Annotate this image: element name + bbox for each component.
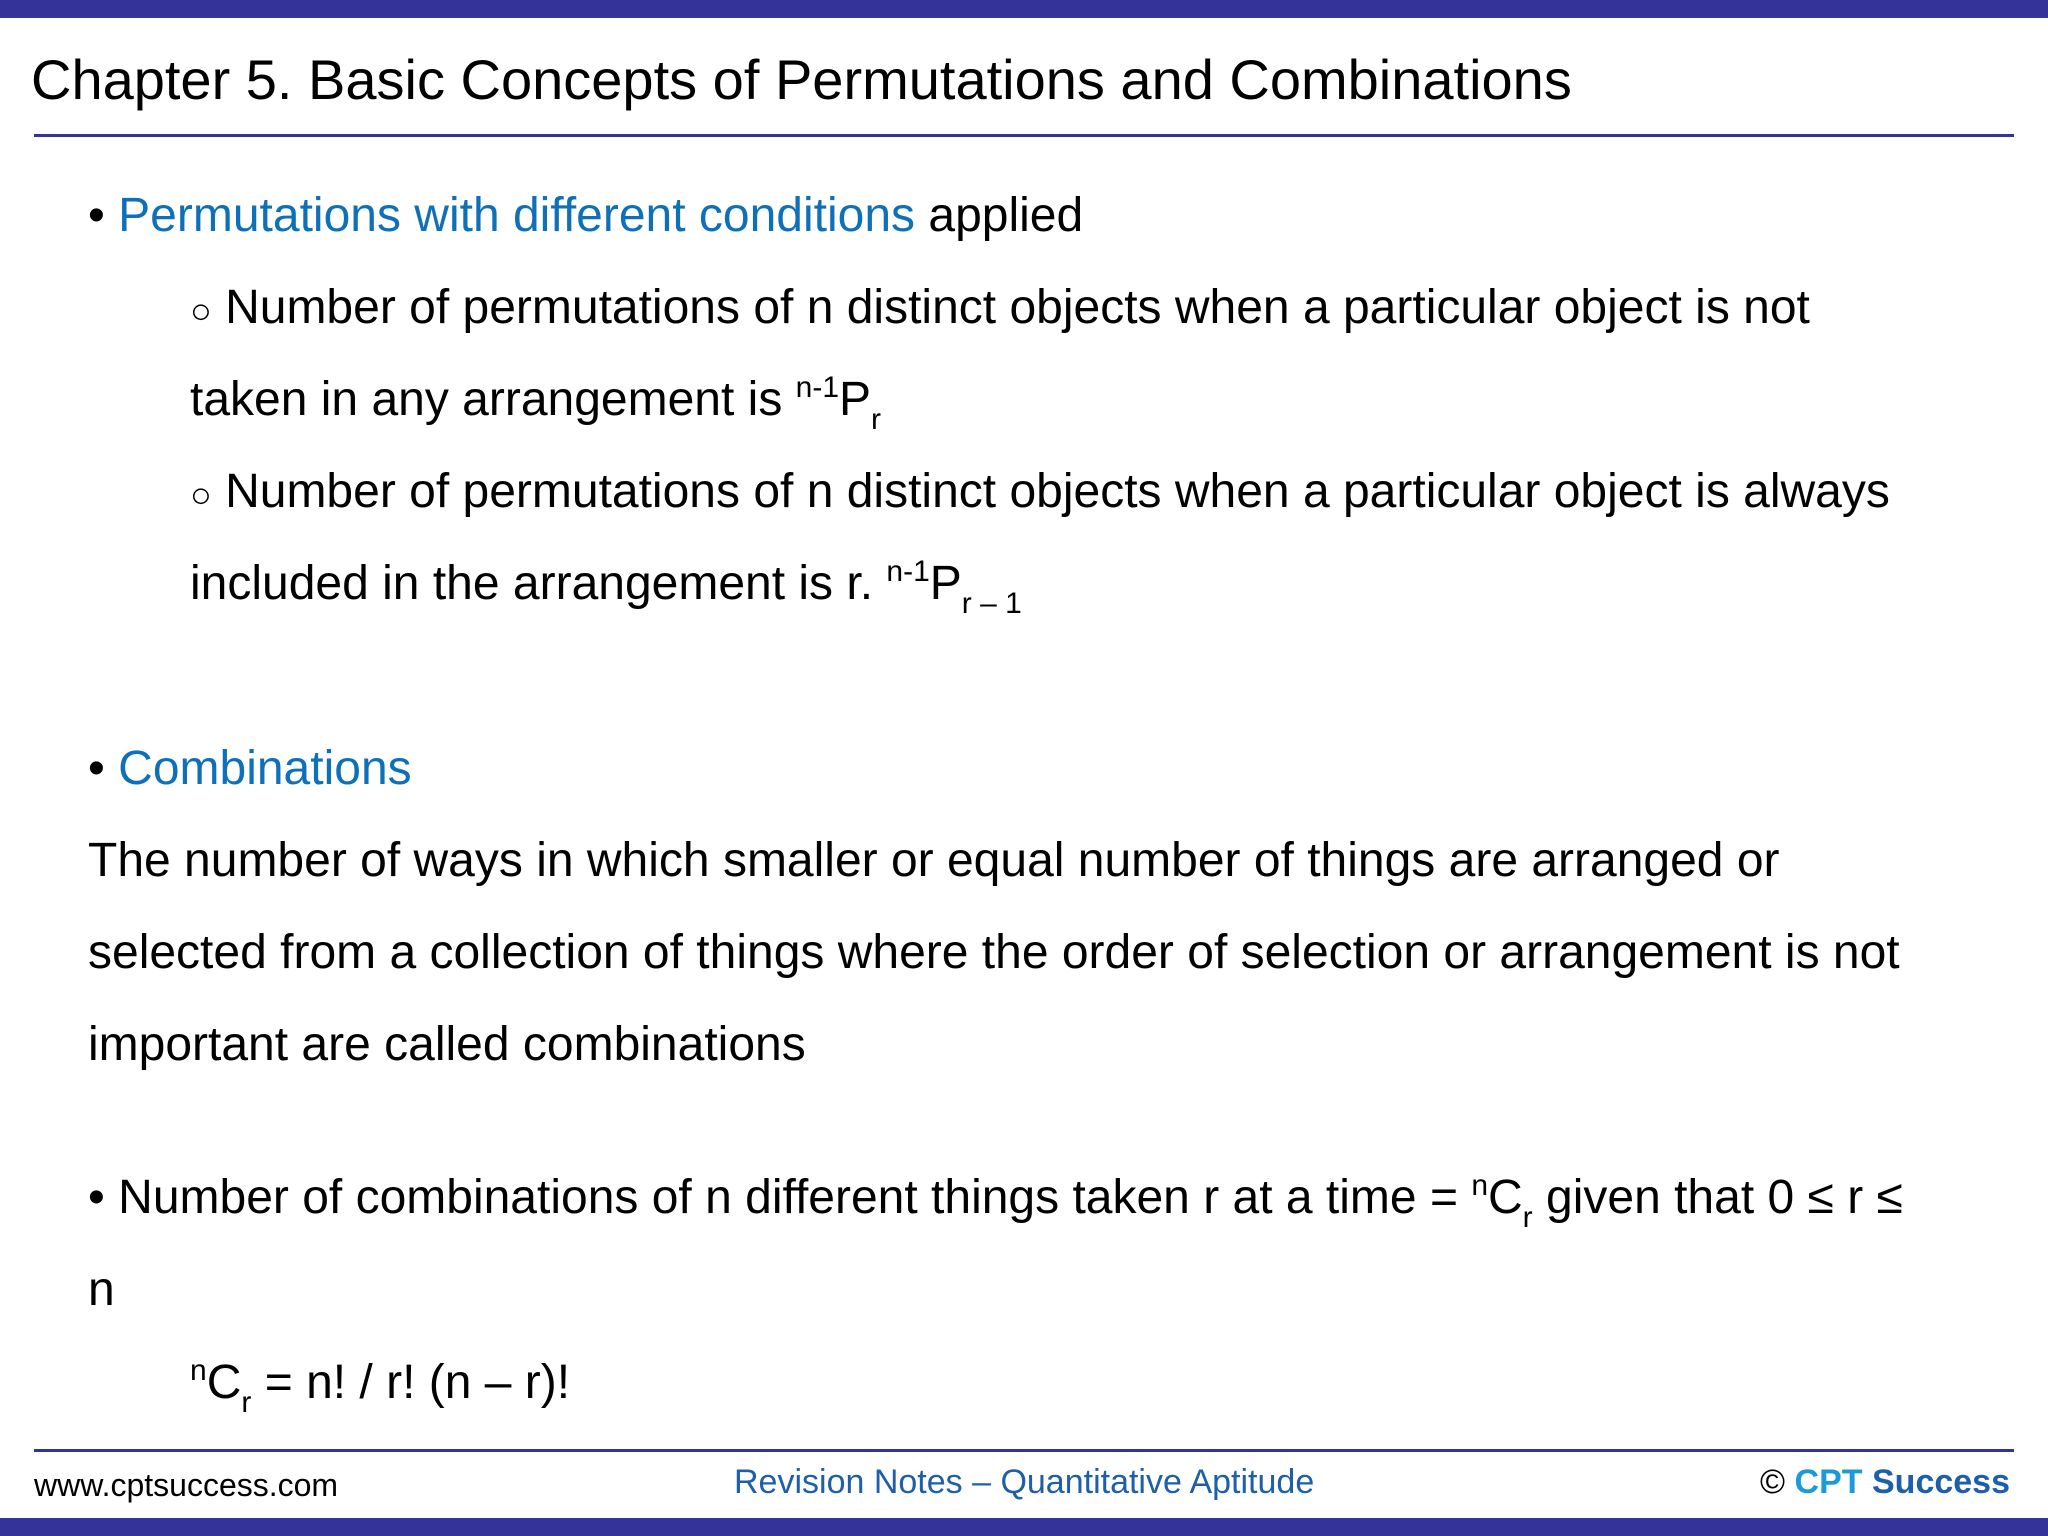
brand-success: Success bbox=[1872, 1463, 2010, 1501]
comb-count-sub: r bbox=[1522, 1201, 1533, 1234]
comb-heading: Combinations bbox=[118, 742, 412, 795]
perm-item2-line2 bbox=[190, 555, 1022, 620]
perm-heading-rest: applied bbox=[915, 189, 1084, 242]
bullet: • bbox=[88, 1171, 105, 1224]
perm-item1-base: P bbox=[839, 373, 872, 426]
perm-heading-line bbox=[88, 188, 1083, 244]
footer-divider bbox=[34, 1449, 2014, 1452]
comb-para-line1: The number of ways in which smaller or equal number of things are arranged or bbox=[88, 834, 1780, 887]
comb-formula bbox=[190, 1354, 571, 1419]
footer-subject: Revision Notes – Quantitative Aptitude bbox=[734, 1463, 1315, 1501]
perm-heading-highlight: Permutations with different conditions bbox=[118, 189, 916, 242]
perm-item1-text1: Number of permutations of n distinct objects when a particular object is not bbox=[211, 281, 1810, 334]
perm-item1-line2 bbox=[190, 371, 882, 436]
footer-brand bbox=[1760, 1461, 2010, 1503]
comb-count-base: C bbox=[1488, 1171, 1523, 1224]
perm-item1-line1 bbox=[190, 280, 1810, 339]
footer-website: www.cptsuccess.com bbox=[34, 1467, 339, 1503]
comb-count-rest: given that 0 ≤ r ≤ bbox=[1532, 1171, 1903, 1224]
comb-formula-sup: n bbox=[190, 1354, 207, 1387]
perm-item2-text1: Number of permutations of n distinct objects when a particular object is always bbox=[211, 465, 1890, 518]
bottom-accent-bar bbox=[0, 1518, 2048, 1536]
bullet: • bbox=[88, 742, 105, 795]
comb-count-text: Number of combinations of n different things taken r at a time = bbox=[104, 1171, 1472, 1224]
brand-cpt: CPT bbox=[1794, 1463, 1863, 1501]
comb-formula-sub: r bbox=[241, 1386, 252, 1419]
copyright-symbol: © bbox=[1760, 1463, 1786, 1501]
perm-item2-sub: r – 1 bbox=[961, 587, 1022, 620]
perm-item2-base: P bbox=[929, 557, 962, 610]
comb-para-line3: important are called combinations bbox=[88, 1018, 806, 1071]
top-accent-bar bbox=[0, 0, 2048, 18]
perm-item2-text2: included in the arrangement is r. bbox=[190, 557, 887, 610]
circle-bullet: ○ bbox=[190, 290, 212, 331]
comb-formula-base: C bbox=[206, 1356, 242, 1409]
comb-count-line2: n bbox=[88, 1263, 115, 1316]
page-title: Chapter 5. Basic Concepts of Permutations and Combinations bbox=[31, 48, 1572, 111]
perm-item1-sub: r bbox=[871, 403, 882, 436]
comb-formula-rest: = n! / r! (n – r)! bbox=[251, 1356, 571, 1409]
perm-item1-sup: n-1 bbox=[795, 371, 840, 404]
comb-count-line1 bbox=[88, 1169, 1903, 1234]
perm-item2-line1 bbox=[190, 464, 1890, 523]
title-divider bbox=[34, 134, 2014, 137]
bullet: • bbox=[88, 189, 105, 242]
perm-item2-sup: n-1 bbox=[886, 555, 930, 588]
comb-count-sup: n bbox=[1471, 1169, 1488, 1202]
circle-bullet: ○ bbox=[190, 474, 212, 515]
perm-item1-text2: taken in any arrangement is bbox=[190, 373, 796, 426]
comb-heading-line bbox=[88, 741, 412, 797]
comb-para-line2: selected from a collection of things where the order of selection or arrangement is not bbox=[88, 926, 1900, 979]
